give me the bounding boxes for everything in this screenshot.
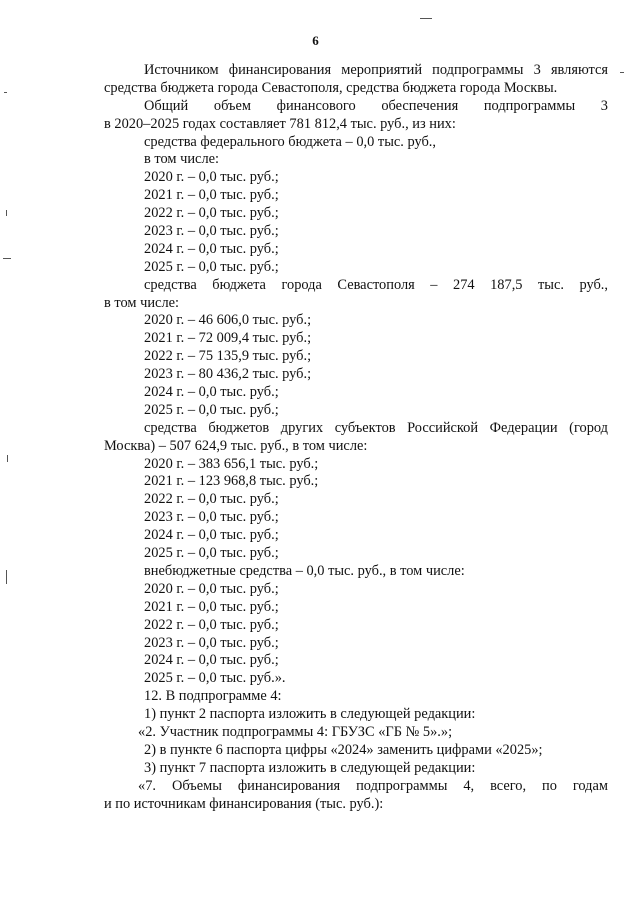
scan-speck <box>7 455 8 462</box>
text-line: средства бюджета города Севастополя – 274 187,5 тыс. руб., <box>144 276 608 293</box>
scan-speck <box>4 92 7 93</box>
text-line: внебюджетные средства – 0,0 тыс. руб., в том числе: <box>144 562 465 579</box>
text-line: 2023 г. – 0,0 тыс. руб.; <box>144 634 279 651</box>
scan-speck <box>6 570 7 584</box>
text-line: Источником финансирования мероприятий подпрограммы 3 являются <box>144 62 608 78</box>
text-line: в том числе: <box>144 151 220 168</box>
scan-speck <box>420 18 432 19</box>
text-line: 2023 г. – 0,0 тыс. руб.; <box>144 509 279 526</box>
text-line: Общий объем финансового обеспечения подпрограммы 3 <box>144 97 608 114</box>
text-line: 2023 г. – 80 436,2 тыс. руб.; <box>144 366 312 383</box>
text-line: 2022 г. – 0,0 тыс. руб.; <box>144 491 279 508</box>
text-line: 2022 г. – 0,0 тыс. руб.; <box>144 616 279 633</box>
scan-speck <box>620 72 624 73</box>
text-line: средства бюджетов других субъектов Российской Федерации (город <box>144 419 608 436</box>
text-line: 2021 г. – 0,0 тыс. руб.; <box>144 187 279 204</box>
text-line: средства федерального бюджета – 0,0 тыс. руб., <box>144 133 436 150</box>
text-line: 2020 г. – 46 606,0 тыс. руб.; <box>144 312 312 329</box>
page-number: 6 <box>312 33 319 48</box>
text-line: и по источникам финансирования (тыс. руб.): <box>104 795 384 812</box>
text-line: 2020 г. – 383 656,1 тыс. руб.; <box>144 455 319 472</box>
text-line: 2020 г. – 0,0 тыс. руб.; <box>144 580 279 597</box>
text-line: 2021 г. – 72 009,4 тыс. руб.; <box>144 330 312 347</box>
text-line: 2024 г. – 0,0 тыс. руб.; <box>144 652 279 669</box>
text-line: 2025 г. – 0,0 тыс. руб.; <box>144 401 279 418</box>
text-line: 2024 г. – 0,0 тыс. руб.; <box>144 384 279 401</box>
text-line: 2025 г. – 0,0 тыс. руб.; <box>144 258 279 275</box>
text-line: средства бюджета города Севастополя, средства бюджета города Москвы. <box>104 79 558 96</box>
text-line: 3) пункт 7 паспорта изложить в следующей редакции: <box>144 759 476 776</box>
text-line: 2022 г. – 75 135,9 тыс. руб.; <box>144 348 312 365</box>
scan-speck <box>3 258 11 259</box>
text-line: «2. Участник подпрограммы 4: ГБУЗС «ГБ № 5».»; <box>138 723 453 740</box>
text-line: в 2020–2025 годах составляет 781 812,4 тыс. руб., из них: <box>104 115 456 132</box>
text-line: 2025 г. – 0,0 тыс. руб.; <box>144 545 279 562</box>
text-line: 2022 г. – 0,0 тыс. руб.; <box>144 205 279 222</box>
document-body <box>104 62 608 813</box>
text-line: 2023 г. – 0,0 тыс. руб.; <box>144 223 279 240</box>
text-line: 2024 г. – 0,0 тыс. руб.; <box>144 527 279 544</box>
text-line: 1) пункт 2 паспорта изложить в следующей редакции: <box>144 706 476 723</box>
text-line: в том числе: <box>104 294 180 311</box>
text-line: «7. Объемы финансирования подпрограммы 4, всего, по годам <box>138 777 608 794</box>
scan-speck <box>6 210 7 216</box>
text-line: 2020 г. – 0,0 тыс. руб.; <box>144 169 279 186</box>
text-line: 2021 г. – 0,0 тыс. руб.; <box>144 598 279 615</box>
text-line: Москва) – 507 624,9 тыс. руб., в том числе: <box>104 437 368 454</box>
text-line: 2024 г. – 0,0 тыс. руб.; <box>144 240 279 257</box>
text-line: 2) в пункте 6 паспорта цифры «2024» заменить цифрами «2025»; <box>144 741 543 758</box>
text-line: 12. В подпрограмме 4: <box>144 688 282 705</box>
text-line: 2021 г. – 123 968,8 тыс. руб.; <box>144 473 319 490</box>
text-line: 2025 г. – 0,0 тыс. руб.». <box>144 670 286 687</box>
